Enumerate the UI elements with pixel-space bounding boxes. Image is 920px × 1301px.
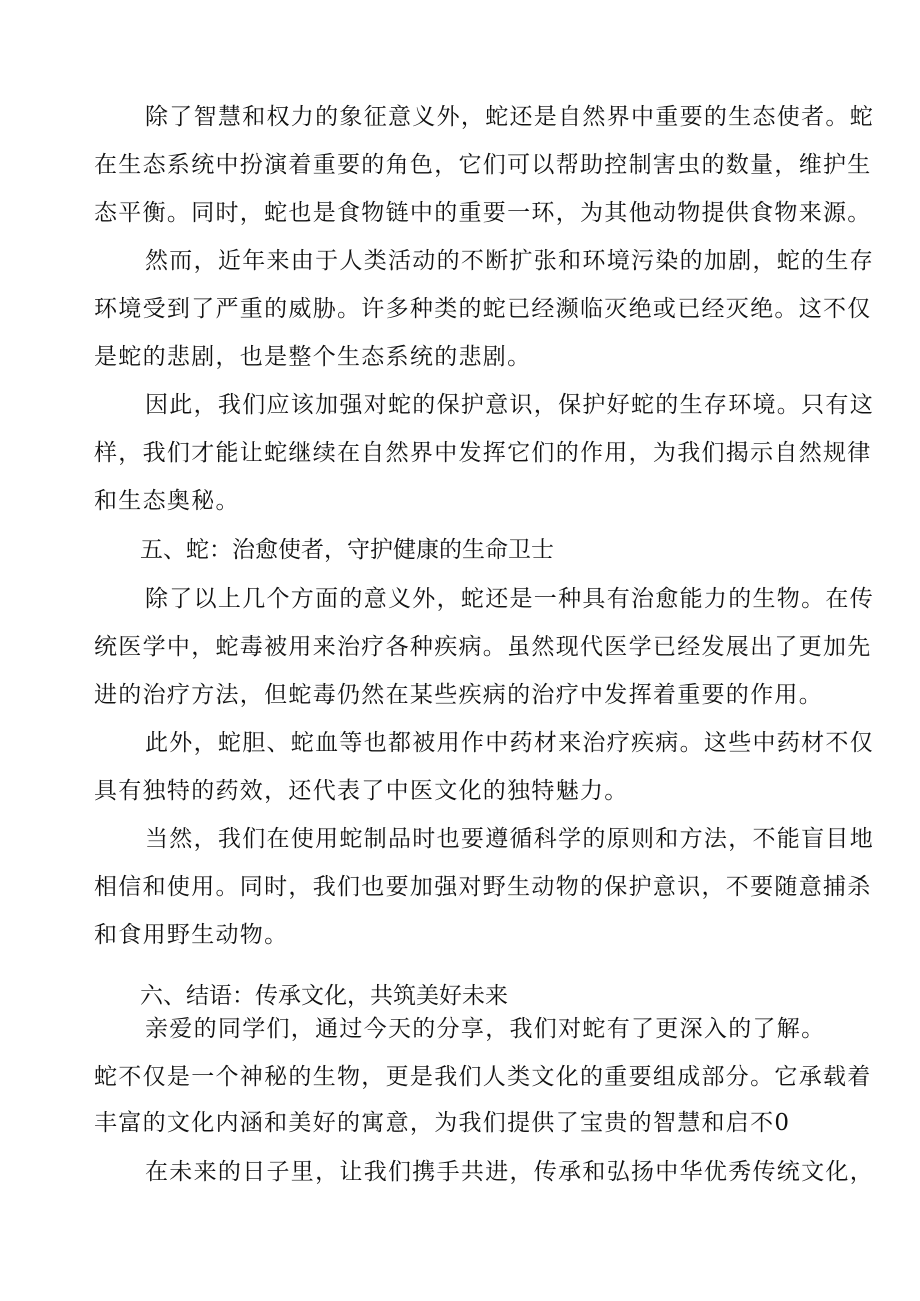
paragraph-line: 进的治疗方法，但蛇毒仍然在某些疾病的治疗中发挥着重要的作用。 [94, 682, 823, 708]
paragraph-line: 除了以上几个方面的意义外，蛇还是一种具有治愈能力的生物。在传 [145, 586, 874, 612]
paragraph-line: 因此，我们应该加强对蛇的保护意识，保护好蛇的生存环境。只有这 [145, 392, 874, 418]
paragraph-line: 态平衡。同时，蛇也是食物链中的重要一环，为其他动物提供食物来源。 [94, 200, 872, 226]
section-heading-6: 六、结语：传承文化，共筑美好未来 [140, 983, 508, 1009]
paragraph-line: 此外，蛇胆、蛇血等也都被用作中药材来治疗疾病。这些中药材不仅 [145, 730, 874, 756]
paragraph-line: 当然，我们在使用蛇制品时也要遵循科学的原则和方法，不能盲目地 [145, 826, 874, 852]
paragraph-line: 是蛇的悲剧，也是整个生态系统的悲剧。 [94, 344, 532, 370]
paragraph-line: 蛇不仅是一个神秘的生物，更是我们人类文化的重要组成部分。它承载着 [94, 1064, 872, 1090]
paragraph-line: 和生态奥秘。 [94, 488, 240, 514]
paragraph-line: 然而，近年来由于人类活动的不断扩张和环境污染的加剧，蛇的生存 [145, 248, 874, 274]
paragraph-line: 具有独特的药效，还代表了中医文化的独特魅力。 [94, 778, 629, 804]
paragraph-line: 统医学中，蛇毒被用来治疗各种疾病。虽然现代医学已经发展出了更加先 [94, 634, 872, 660]
paragraph-line: 和食用野生动物。 [94, 922, 289, 948]
section-heading-5: 五、蛇：治愈使者，守护健康的生命卫士 [140, 537, 554, 563]
paragraph-line: 在生态系统中扮演着重要的角色，它们可以帮助控制害虫的数量，维护生 [94, 152, 872, 178]
paragraph-line: 除了智慧和权力的象征意义外，蛇还是自然界中重要的生态使者。蛇 [145, 104, 874, 130]
paragraph-line: 在未来的日子里，让我们携手共进，传承和弘扬中华优秀传统文化， [145, 1159, 874, 1185]
paragraph-line: 丰富的文化内涵和美好的寓意，为我们提供了宝贵的智慧和启不0 [94, 1110, 791, 1136]
paragraph-line: 亲爱的同学们，通过今天的分享，我们对蛇有了更深入的了解。 [145, 1016, 826, 1042]
paragraph-line: 样，我们才能让蛇继续在自然界中发挥它们的作用，为我们揭示自然规律 [94, 440, 872, 466]
paragraph-line: 相信和使用。同时，我们也要加强对野生动物的保护意识，不要随意捕杀 [94, 874, 872, 900]
paragraph-line: 环境受到了严重的威胁。许多种类的蛇已经濒临灭绝或已经灭绝。这不仅 [94, 296, 872, 322]
